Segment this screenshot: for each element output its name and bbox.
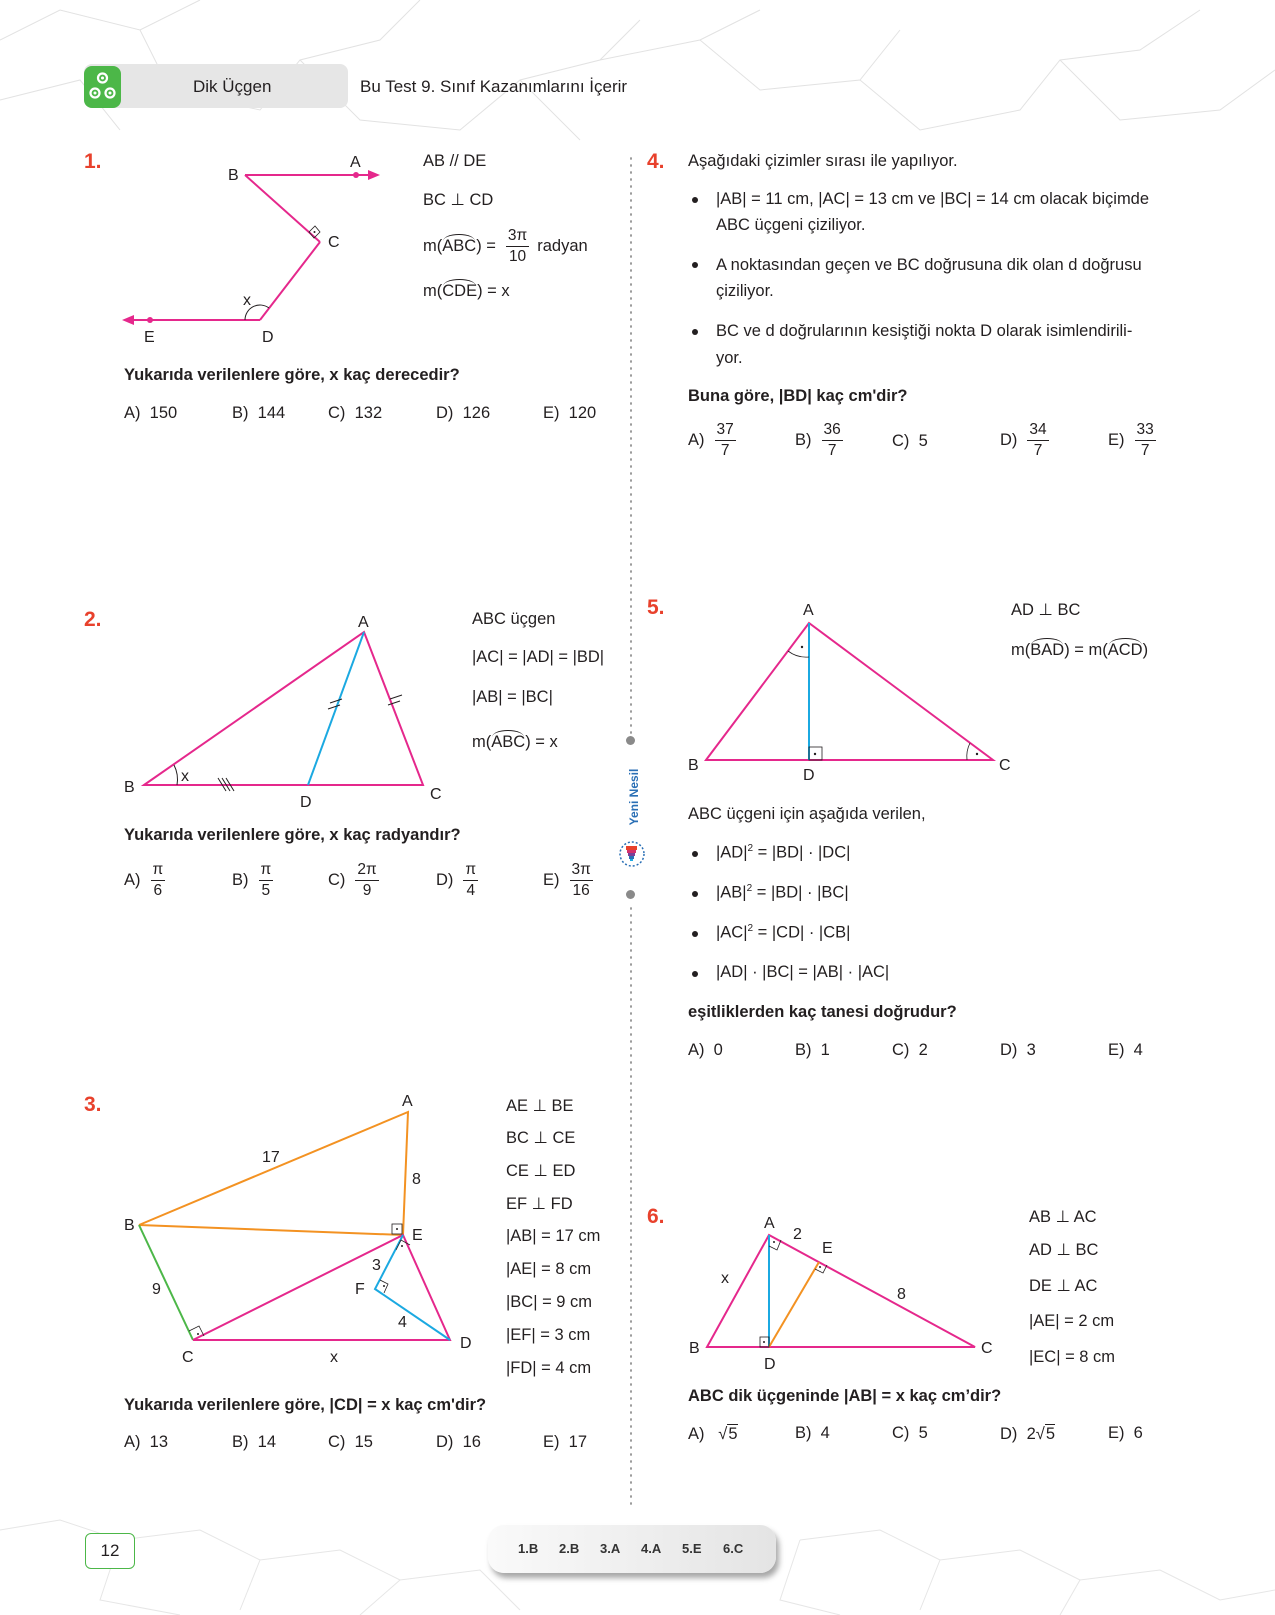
option-value: 2	[918, 1041, 928, 1059]
option-letter: D)	[436, 1433, 454, 1451]
option-value: 4	[820, 1424, 830, 1442]
label-b: B	[688, 757, 699, 774]
option-c[interactable]	[892, 1041, 928, 1060]
option-coefficient: 2	[1026, 1424, 1036, 1443]
fraction	[1135, 422, 1156, 458]
given: |AC| = |AD| = |BD|	[472, 648, 605, 666]
option-value: 5	[918, 432, 928, 450]
option-letter: E)	[543, 870, 560, 889]
option-letter: A)	[688, 430, 705, 449]
answer-key-item: 4.A	[641, 1541, 662, 1556]
option-value: 5	[728, 1425, 738, 1443]
option-letter: C)	[892, 1041, 910, 1059]
numerator: π	[259, 862, 274, 881]
bullet	[692, 329, 698, 335]
option-value: 17	[568, 1433, 588, 1451]
label-b: B	[228, 167, 239, 184]
option-e[interactable]	[1108, 1424, 1143, 1443]
label-b: B	[124, 1217, 135, 1234]
question-intro: ABC üçgeni için aşağıda verilen,	[688, 805, 926, 823]
label-x: x	[181, 768, 189, 785]
option-letter: B)	[232, 404, 249, 422]
label-b: B	[689, 1340, 700, 1357]
option-letter: E)	[1108, 1424, 1125, 1442]
label-d: D	[764, 1356, 776, 1373]
given: BC ⊥ CD	[423, 191, 494, 209]
option-b[interactable]	[232, 862, 273, 898]
angle-name: BAD	[1030, 641, 1065, 659]
label-c: C	[430, 786, 442, 803]
q2-figure	[120, 605, 450, 810]
label-8: 8	[897, 1286, 906, 1303]
q5-figure	[680, 595, 1020, 785]
label-e: E	[144, 329, 155, 346]
label-c: C	[328, 234, 340, 251]
option-letter: E)	[1108, 1041, 1125, 1059]
exponent: 2	[746, 883, 753, 894]
bullet	[692, 891, 698, 897]
option-letter: C)	[892, 432, 910, 450]
question-number: 6.	[647, 1205, 665, 1228]
text: |AD| · |BC| = |AB| · |AC|	[716, 963, 890, 981]
option-letter: A)	[124, 404, 141, 422]
text: ) = m(	[1064, 641, 1108, 659]
given: |EF| = 3 cm	[506, 1326, 591, 1344]
fraction	[506, 228, 529, 264]
test-subtitle: Bu Test 9. Sınıf Kazanımlarını İçerir	[360, 77, 628, 96]
q6-figure	[685, 1210, 1005, 1373]
exponent: 2	[747, 923, 754, 934]
label-e: E	[822, 1240, 833, 1257]
given: |BC| = 9 cm	[506, 1293, 593, 1311]
numerator: 36	[822, 422, 843, 441]
option-d[interactable]	[436, 1433, 481, 1452]
given: AD ⊥ BC	[1029, 1241, 1099, 1259]
numerator: 2π	[355, 862, 378, 881]
label-a: A	[764, 1215, 775, 1232]
option-d[interactable]	[1000, 1041, 1036, 1060]
step-line: çiziliyor.	[716, 282, 774, 300]
label-d: D	[460, 1335, 472, 1352]
option-letter: C)	[328, 404, 346, 422]
option-c[interactable]	[328, 862, 379, 898]
step-line: BC ve d doğrularının kesiştiği nokta D olarak isimlendirili-	[716, 322, 1133, 340]
option-value: 14	[257, 1433, 277, 1451]
given: AE ⊥ BE	[506, 1097, 574, 1115]
text: ) =	[476, 236, 496, 255]
denominator: 7	[1033, 441, 1043, 459]
question-prompt: Buna göre, |BD| kaç cm'dir?	[688, 387, 908, 405]
angle-name: ABC	[491, 733, 526, 751]
option-value: 16	[462, 1433, 481, 1451]
option-letter: D)	[436, 404, 454, 422]
question-prompt: eşitliklerden kaç tanesi doğrudur?	[688, 1003, 957, 1021]
option-e[interactable]	[1108, 1041, 1143, 1060]
given: AB // DE	[423, 152, 487, 170]
text: m(	[423, 282, 443, 300]
text: m(	[1011, 641, 1031, 659]
step-line: A noktasından geçen ve BC doğrusuna dik olan d doğrusu	[716, 256, 1142, 274]
question-number: 5.	[647, 596, 665, 619]
bullet	[692, 971, 698, 977]
label-a: A	[402, 1093, 413, 1110]
brand-name: Yeni Nesil	[627, 768, 641, 826]
answer-key-item: 3.A	[600, 1541, 621, 1556]
text: = |CD| · |CB|	[753, 923, 851, 942]
statement	[716, 923, 850, 943]
text: radyan	[537, 236, 588, 255]
denominator: 7	[720, 441, 730, 459]
given: EF ⊥ FD	[506, 1195, 573, 1213]
question-number: 2.	[84, 608, 102, 631]
given: CE ⊥ ED	[506, 1162, 576, 1180]
option-letter: B)	[232, 870, 249, 889]
angle-name: ACD	[1107, 641, 1143, 659]
option-value: 1	[820, 1041, 830, 1059]
option-value: 5	[1045, 1425, 1056, 1443]
angle-name: CDE	[442, 282, 478, 300]
label-c: C	[999, 757, 1011, 774]
label-x: x	[330, 1349, 338, 1366]
bullet	[692, 262, 698, 268]
option-e[interactable]	[543, 862, 593, 898]
question-number: 3.	[84, 1093, 102, 1116]
option-letter: E)	[543, 404, 560, 422]
label-8: 8	[412, 1171, 421, 1188]
option-letter: B)	[795, 430, 812, 449]
given: DE ⊥ AC	[1029, 1277, 1098, 1295]
label-f: F	[355, 1281, 365, 1298]
denominator: 6	[153, 881, 163, 899]
fraction	[355, 862, 378, 898]
given-angle-abc	[423, 228, 588, 264]
question-intro: Aşağıdaki çizimler sırası ile yapılıyor.	[688, 152, 958, 170]
denominator: 7	[1140, 441, 1150, 459]
option-c[interactable]	[328, 404, 382, 423]
bullet	[692, 931, 698, 937]
divider-dot	[626, 736, 635, 745]
option-letter: E)	[1108, 430, 1125, 449]
option-d[interactable]	[436, 404, 490, 423]
label-c: C	[981, 1340, 993, 1357]
denominator: 7	[827, 441, 837, 459]
option-c[interactable]	[328, 1433, 373, 1452]
text: |AC|	[716, 923, 748, 942]
option-letter: D)	[436, 870, 454, 889]
option-a[interactable]	[124, 862, 165, 898]
question-number: 1.	[84, 150, 102, 173]
arrow-a	[368, 170, 380, 180]
bullet	[692, 197, 698, 203]
question-prompt: ABC dik üçgeninde |AB| = x kaç cm’dir?	[688, 1387, 1002, 1405]
column-divider-top	[630, 155, 632, 735]
option-a[interactable]: A) √ 5	[688, 1424, 738, 1443]
denominator: 10	[508, 247, 527, 265]
text: )	[1142, 641, 1149, 659]
label-c: C	[182, 1349, 194, 1366]
text: = |BD| · |DC|	[753, 843, 851, 862]
option-letter: D)	[1000, 430, 1018, 449]
label-d: D	[803, 767, 815, 784]
step-line: ABC üçgeni çiziliyor.	[716, 216, 866, 234]
option-value: 126	[462, 404, 491, 422]
fraction	[715, 422, 736, 458]
q1-figure	[110, 150, 410, 350]
option-c[interactable]	[892, 432, 928, 451]
given: |EC| = 8 cm	[1029, 1348, 1116, 1366]
label-d: D	[300, 794, 312, 811]
label-d: D	[262, 329, 274, 346]
option-value: 0	[713, 1041, 723, 1059]
option-letter: D)	[1000, 1041, 1018, 1059]
answer-key-item: 1.B	[518, 1541, 539, 1556]
answer-key-item: 5.E	[682, 1541, 702, 1556]
numerator: π	[151, 862, 166, 881]
option-b[interactable]	[795, 1424, 830, 1443]
statement	[716, 843, 850, 863]
fraction	[822, 422, 843, 458]
step-line: yor.	[716, 349, 743, 367]
denominator: 4	[466, 881, 476, 899]
option-value: 144	[257, 404, 286, 422]
option-e[interactable]	[543, 404, 596, 423]
given: AB ⊥ AC	[1029, 1208, 1097, 1226]
given: BC ⊥ CE	[506, 1129, 576, 1147]
given-angle-equality	[1011, 641, 1148, 660]
given-angle-abc	[472, 733, 558, 752]
option-d[interactable]	[1000, 422, 1049, 458]
option-letter: A)	[688, 1424, 705, 1443]
option-a[interactable]	[124, 404, 177, 423]
option-a[interactable]	[124, 1433, 168, 1452]
option-letter: C)	[328, 1433, 346, 1451]
option-value: 15	[354, 1433, 373, 1451]
given-angle-cde	[423, 282, 510, 301]
text: ) = x	[477, 282, 510, 300]
label-e: E	[412, 1227, 423, 1244]
label-3: 3	[372, 1257, 381, 1274]
label-2: 2	[793, 1226, 802, 1243]
step-line: |AB| = 11 cm, |AC| = 13 cm ve |BC| = 14 cm olacak biçimde	[716, 190, 1150, 208]
option-value: 6	[1133, 1424, 1143, 1442]
numerator: 3π	[570, 862, 593, 881]
option-letter: A)	[124, 870, 141, 889]
option-a[interactable]	[688, 422, 736, 458]
label-x: x	[721, 1270, 729, 1287]
option-value: 132	[354, 404, 383, 422]
answer-key-item: 6.C	[723, 1541, 744, 1556]
column-divider-bottom	[630, 905, 632, 1505]
text: |AD|	[716, 843, 748, 862]
option-d[interactable]	[436, 862, 478, 898]
label-a: A	[803, 602, 814, 619]
numerator: 37	[715, 422, 736, 441]
option-d[interactable]: D) 2 √ 5	[1000, 1424, 1056, 1443]
option-b[interactable]	[232, 404, 285, 423]
given: |AB| = |BC|	[472, 688, 553, 706]
question-prompt: Yukarıda verilenlere göre, |CD| = x kaç cm'dir?	[124, 1396, 487, 1414]
q3-figure	[120, 1090, 490, 1366]
bullet	[692, 851, 698, 857]
option-b[interactable]	[795, 422, 843, 458]
option-letter: A)	[688, 1041, 705, 1059]
option-value: 13	[149, 1433, 169, 1451]
option-letter: E)	[543, 1433, 560, 1451]
given: |AB| = 17 cm	[506, 1227, 601, 1245]
given: |AE| = 8 cm	[506, 1260, 592, 1278]
denominator: 5	[261, 881, 271, 899]
text: ) = x	[525, 733, 558, 751]
gears-icon	[84, 66, 121, 108]
denominator: 16	[572, 881, 590, 899]
option-a[interactable]	[688, 1041, 723, 1060]
given: |FD| = 4 cm	[506, 1359, 592, 1377]
option-letter: B)	[795, 1041, 812, 1059]
option-c[interactable]	[892, 1424, 928, 1443]
option-value: 4	[1133, 1041, 1143, 1059]
text: m(	[472, 733, 492, 751]
numerator: 3π	[506, 228, 529, 247]
statement	[716, 963, 889, 982]
given: |AE| = 2 cm	[1029, 1312, 1115, 1330]
divider-dot	[626, 890, 635, 899]
question-number: 4.	[647, 150, 665, 173]
text: = |BD| · |BC|	[752, 883, 849, 902]
label-b: B	[124, 779, 135, 796]
fraction	[463, 862, 478, 898]
option-value: 120	[568, 404, 597, 422]
option-letter: B)	[232, 1433, 249, 1451]
label-x: x	[243, 292, 251, 309]
label-a: A	[350, 154, 361, 171]
option-value: 3	[1026, 1041, 1036, 1059]
option-letter: C)	[892, 1424, 910, 1442]
answer-key-item: 2.B	[559, 1541, 580, 1556]
fraction	[1027, 422, 1048, 458]
denominator: 9	[362, 881, 372, 899]
fraction	[151, 862, 166, 898]
option-e[interactable]	[543, 1433, 587, 1452]
option-b[interactable]	[232, 1433, 276, 1452]
label-17: 17	[262, 1149, 280, 1166]
angle-name: ABC	[442, 236, 477, 255]
question-prompt: Yukarıda verilenlere göre, x kaç derecedir?	[124, 366, 460, 384]
topic-title: Dik Üçgen	[193, 77, 272, 96]
given: ABC üçgen	[472, 610, 556, 628]
exponent: 2	[747, 843, 754, 854]
label-a: A	[358, 614, 369, 631]
numerator: π	[463, 862, 478, 881]
numerator: 34	[1027, 422, 1048, 441]
option-letter: C)	[328, 870, 346, 889]
text: m(	[423, 236, 443, 255]
option-value: 5	[918, 1424, 928, 1442]
arrow-e	[122, 315, 134, 325]
option-e[interactable]	[1108, 422, 1156, 458]
option-b[interactable]	[795, 1041, 830, 1060]
statement	[716, 883, 849, 903]
question-prompt: Yukarıda verilenlere göre, x kaç radyandır?	[124, 826, 461, 844]
fraction	[259, 862, 274, 898]
option-letter: A)	[124, 1433, 141, 1451]
option-letter: D)	[1000, 1424, 1018, 1443]
option-value: 150	[149, 404, 178, 422]
label-9: 9	[152, 1281, 161, 1298]
fraction	[570, 862, 593, 898]
text: |AB|	[716, 883, 747, 902]
numerator: 33	[1135, 422, 1156, 441]
given: AD ⊥ BC	[1011, 601, 1081, 619]
yeni-nesil-logo-icon	[614, 770, 650, 870]
option-letter: B)	[795, 1424, 812, 1442]
label-4: 4	[398, 1314, 407, 1331]
page-number: 12	[85, 1533, 135, 1569]
